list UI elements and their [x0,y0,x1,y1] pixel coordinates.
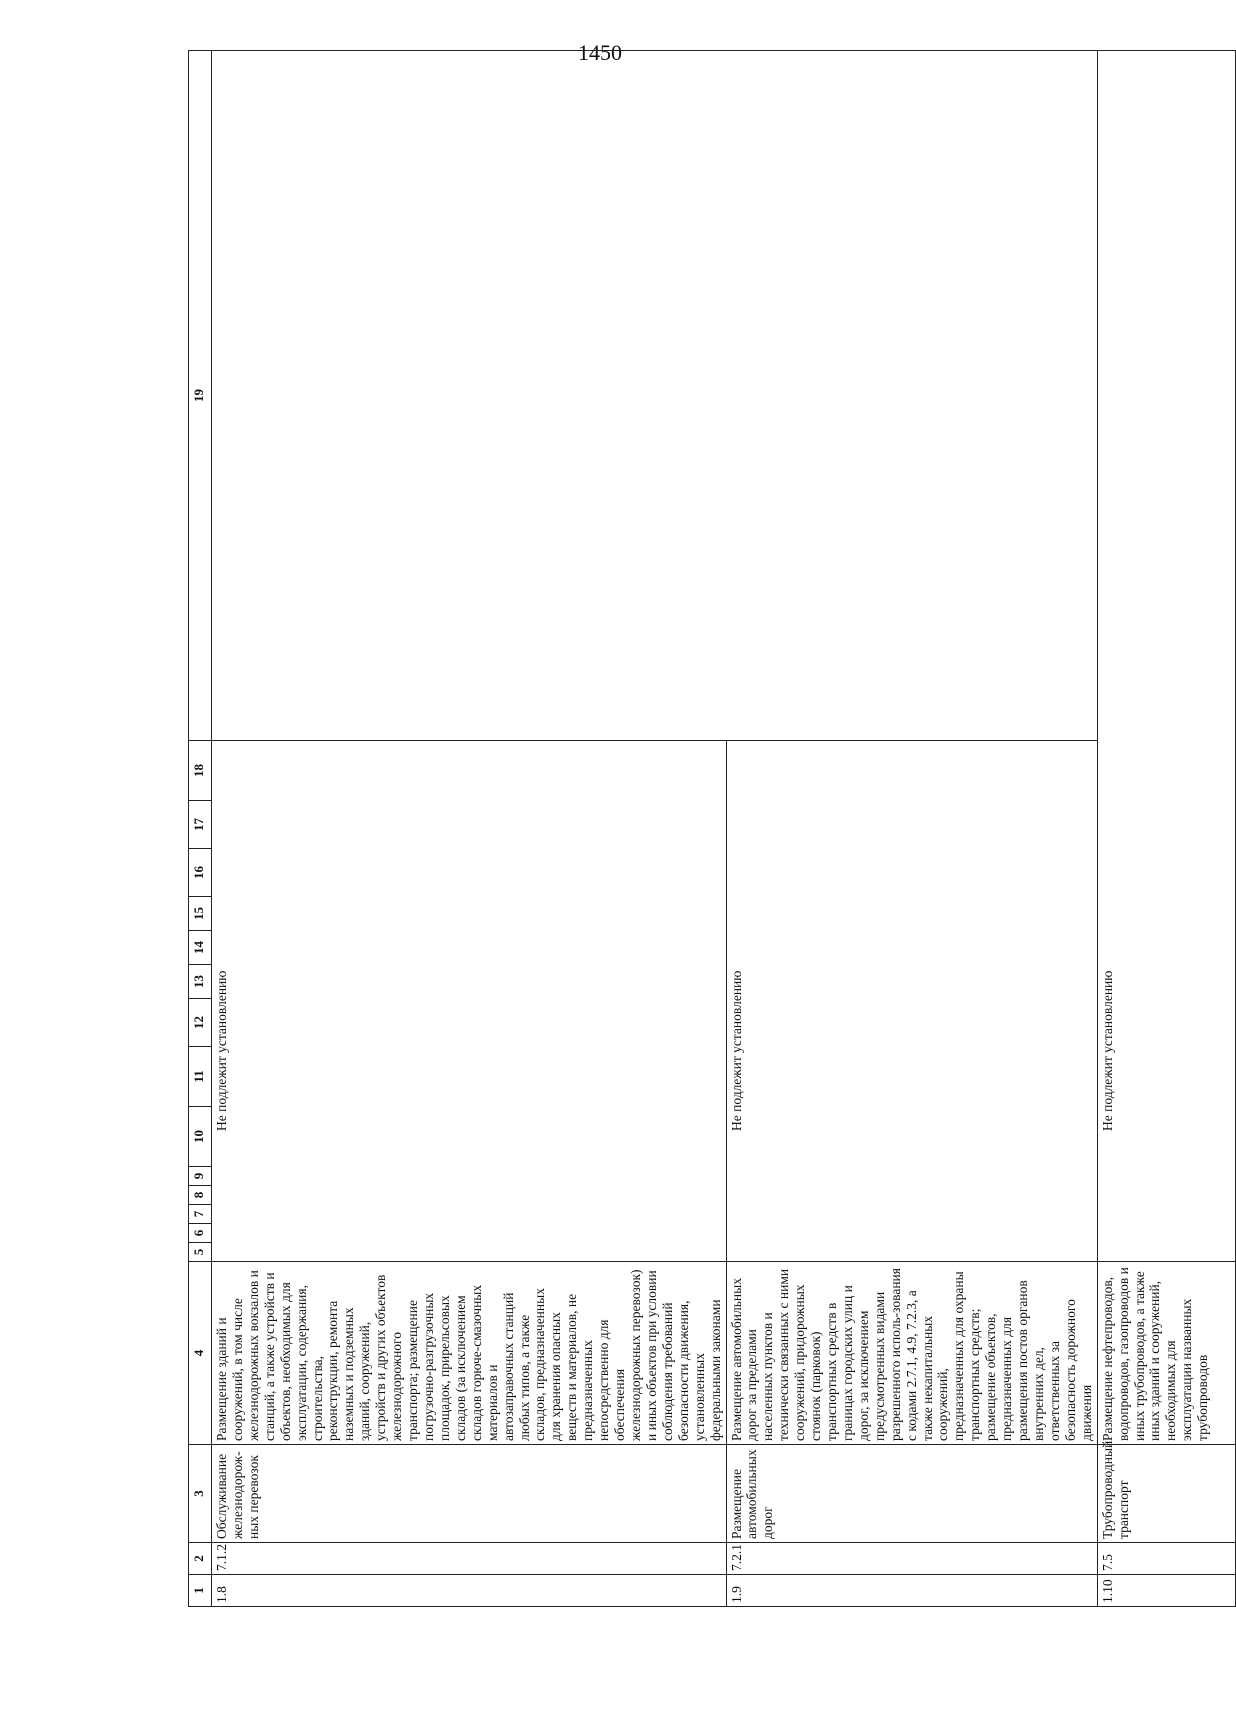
col-header: 16 [189,849,212,897]
col-header: 3 [189,1445,212,1543]
row-code: 7.5 [1097,1543,1235,1575]
row-number: 1.9 [726,1575,1097,1607]
row-merged-note: Не подлежит установлению [726,741,1097,1262]
col-header: 2 [189,1543,212,1575]
row-code: 7.1.2 [212,1543,727,1575]
row-merged-note: Не подлежит установлению [1097,51,1235,1262]
col-header: 17 [189,801,212,849]
col-header: 6 [189,1224,212,1243]
table-row [1097,51,1235,1607]
row-code: 7.2.1 [726,1543,1097,1575]
land-use-table [188,50,1236,1607]
row-name: Обслуживание железнодорож-ных перевозок [212,1445,727,1543]
row-description: Размещение зданий и сооружений, в том числе железнодорожных вокзалов и станций, а также устройств и объектов, необходимых для эксплуатации, содержания, строительства, реконструкции, ремонта наземных и подземных зданий, сооружений, устройств и других объектов железнодорожного транспорта; размещение погрузочно-разгрузочных площадок, прирельсовых складов (за исключением складов горюче-смазочных материалов и автозаправочных станций любых типов, а также складов, предназначенных для хранения опасных веществ и материалов, не предназначенных непосредственно для обеспечения железнодорожных перевозок) и иных объектов при условии соблюдения требований безопасности движения, установленных федеральными законами [212,1262,727,1445]
row-description: Размещение автомобильных дорог за пределами населенных пунктов и технически связанных с ними сооружений, придорожных стоянок (парковок) транспортных средств в границах городских улиц и дорог, за исключением предусмотренных видами разрешенного исполь-зования с кодами 2.7.1, 4.9, 7.2.3, а также некапитальных сооружений, предназначенных для охраны транспортных средств; размещение объектов, предназначенных для размещения постов органов внутренних дел, ответственных за безопасность дорожного движения [726,1262,1097,1445]
page-number: 1450 [578,40,622,65]
row-number: 1.8 [212,1575,727,1607]
row-description: Размещение нефтепроводов, водопроводов, газопроводов и иных трубопроводов, а также иных зданий и сооружений, необходимых для эксплуатации названных трубопроводов [1097,1262,1235,1445]
col-header: 10 [189,1107,212,1167]
col-header: 15 [189,897,212,931]
table-row [212,51,727,1607]
col-header: 19 [189,51,212,741]
row-number: 1.10 [1097,1575,1235,1607]
col-header: 13 [189,965,212,999]
col-header: 12 [189,999,212,1047]
col-header: 8 [189,1186,212,1205]
header-row [189,51,212,1607]
col-header: 14 [189,931,212,965]
col-header: 4 [189,1262,212,1445]
col-header: 11 [189,1047,212,1107]
col-header: 18 [189,741,212,801]
row-merged-note: Не подлежит установлению [212,741,727,1262]
col-header: 7 [189,1205,212,1224]
col-header: 1 [189,1575,212,1607]
row-name: Трубопроводный транспорт [1097,1445,1235,1543]
col-header: 5 [189,1243,212,1262]
row-name: Размещение автомобильных дорог [726,1445,1097,1543]
row-col19 [212,51,1098,741]
col-header: 9 [189,1167,212,1186]
rotated-table-container [188,111,1211,1607]
